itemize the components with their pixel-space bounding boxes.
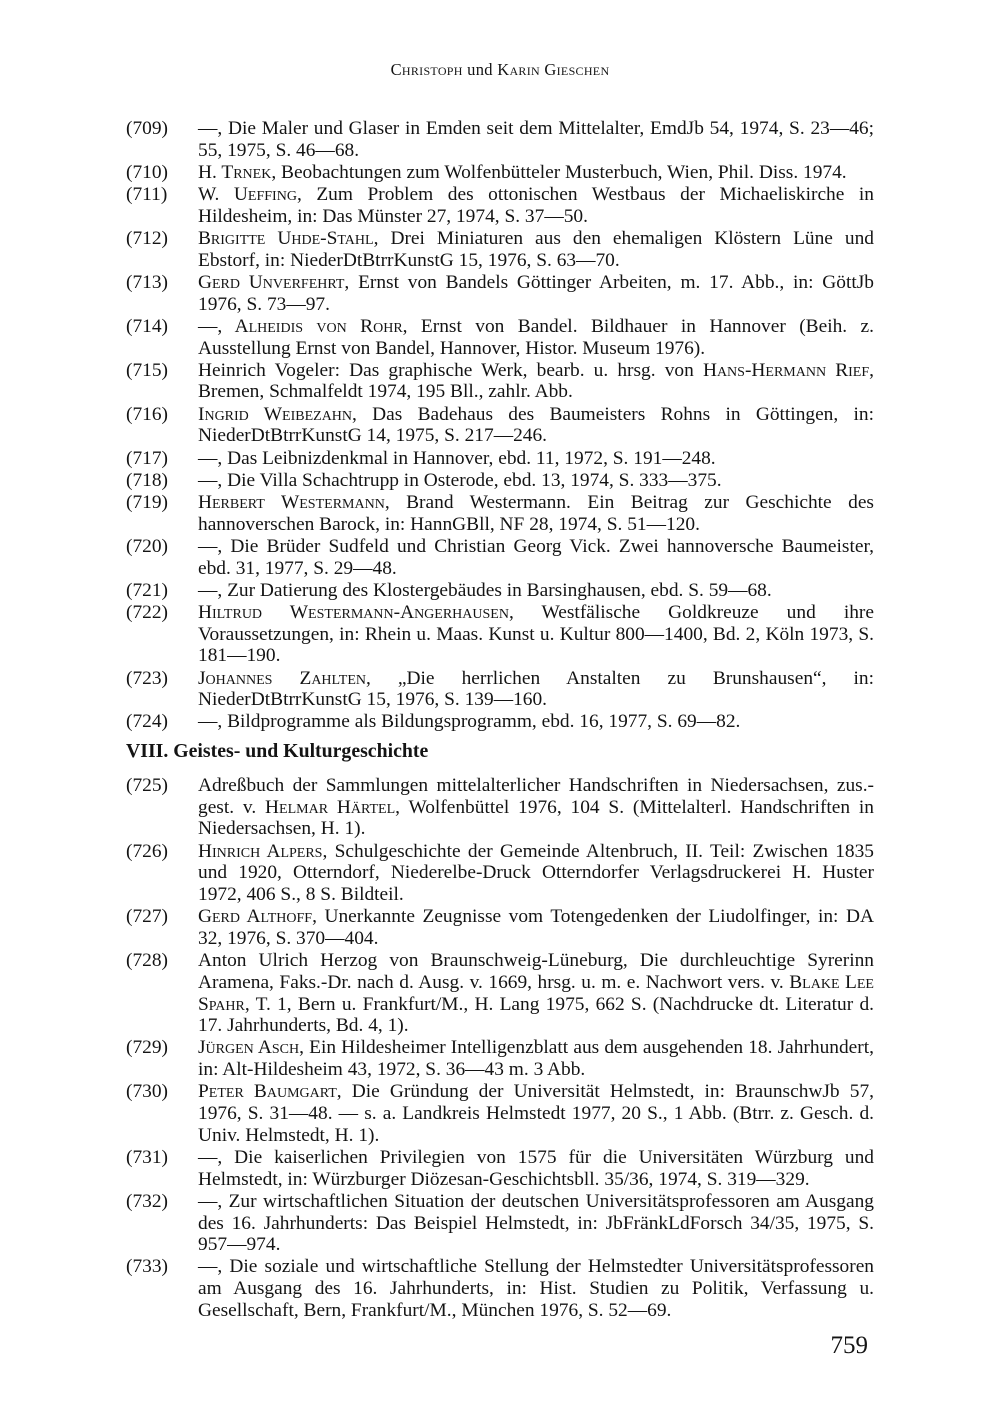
entry-number: (717) xyxy=(126,447,169,469)
entry-number: (714) xyxy=(126,315,169,337)
page-number: 759 xyxy=(830,1332,868,1359)
bibliography-list-art xyxy=(126,118,874,734)
entry-number: (722) xyxy=(126,601,169,623)
entry-text: —, Das Leibnizdenkmal in Hannover, ebd. 11, 1972, S. 191—248. xyxy=(198,447,716,469)
entry-text: , Westfälische Goldkreuze und ihre Voraussetzungen, in: Rhein u. Maas. Kunst u. Kultur 800—1400, Bd. 2, Köln 1973, S. 181—190. xyxy=(198,601,874,667)
entry-author: Gerd Unverfehrt xyxy=(198,271,345,293)
running-head-name-3: Gieschen xyxy=(540,60,610,79)
entry-author: H. Trnek xyxy=(198,161,272,183)
entry-author: —, Alheidis von Rohr xyxy=(198,315,403,337)
entry-number: (727) xyxy=(126,906,169,928)
entry-text: , Ernst von Bandel. Bildhauer in Hannover (Beih. z. Ausstellung Ernst von Bandel, Hannover, Histor. Museum 1976). xyxy=(198,315,874,359)
entry-number: (715) xyxy=(126,359,169,381)
entry-author: Herbert Westermann xyxy=(198,491,385,513)
entry-text: —, Die Brüder Sudfeld und Christian Georg Vick. Zwei hannoversche Baumeister, ebd. 31, 1977, S. 29—48. xyxy=(198,535,874,579)
entry-author: W. Ueffing xyxy=(198,184,297,206)
entry-number: (731) xyxy=(126,1146,169,1168)
entry-text: Anton Ulrich Herzog von Braunschweig-Lüneburg, Die durchleuchtige Syrerinn Aramena, Faks.-Dr. nach d. Ausg. v. 1669, hrsg. u. m. e. Nachwort vers. v. xyxy=(198,950,874,993)
entry-text: —, Die Villa Schachtrupp in Osterode, ebd. 13, 1974, S. 333—375. xyxy=(198,469,722,491)
bibliography-entry xyxy=(126,1147,874,1190)
entry-number: (716) xyxy=(126,403,169,425)
bibliography-entry xyxy=(126,272,874,315)
entry-number: (724) xyxy=(126,711,169,733)
bibliography-entry xyxy=(126,950,874,1037)
entry-number: (732) xyxy=(126,1190,169,1212)
entry-author: Brigitte Uhde-Stahl xyxy=(198,228,374,250)
entry-text: Adreßbuch der Sammlungen mittelalterlicher Handschriften in Niedersachsen, zus.-gest. v. xyxy=(198,775,874,818)
bibliography-entry xyxy=(126,1081,874,1146)
entry-text: , Unerkannte Zeugnisse vom Totengedenken der Liudolfinger, in: DA 32, 1976, S. 370—404. xyxy=(198,906,874,949)
entry-number: (729) xyxy=(126,1037,169,1059)
bibliography-entry xyxy=(126,1037,874,1080)
bibliography-entry xyxy=(126,492,874,535)
entry-text: , Das Badehaus des Baumeisters Rohns in Göttingen, in: NiederDtBtrrKunstG 14, 1975, S. 217—246. xyxy=(198,403,874,447)
entry-number: (713) xyxy=(126,271,169,293)
bibliography-entry xyxy=(126,1256,874,1321)
bibliography-entry xyxy=(126,711,874,733)
entry-text: , Ernst von Bandels Göttinger Arbeiten, m. 17. Abb., in: GöttJb 1976, S. 73—97. xyxy=(198,271,874,315)
entry-text: , Drei Miniaturen aus den ehemaligen Klöstern Lüne und Ebstorf, in: NiederDtBtrrKunstG 15, 1976, S. 63—70. xyxy=(198,228,874,271)
running-head-name-1: Christoph xyxy=(390,60,463,79)
bibliography-entry xyxy=(126,1191,874,1256)
entry-number: (728) xyxy=(126,950,169,972)
entry-text: , „Die herrlichen Anstalten zu Brunshausen“, in: NiederDtBtrrKunstG 15, 1976, S. 139—160. xyxy=(198,667,874,711)
entry-text: —, Zur Datierung des Klostergebäudes in Barsinghausen, ebd. S. 59—68. xyxy=(198,579,772,601)
entry-number: (721) xyxy=(126,579,169,601)
entry-number: (726) xyxy=(126,840,169,862)
bibliography-entry xyxy=(126,470,874,492)
entry-number: (723) xyxy=(126,667,169,689)
bibliography-entry xyxy=(126,184,874,227)
entry-author: Jürgen Asch xyxy=(198,1037,300,1059)
bibliography-entry xyxy=(126,906,874,949)
bibliography-entry xyxy=(126,668,874,711)
entry-text: , Schulgeschichte der Gemeinde Altenbruch, II. Teil: Zwischen 1835 und 1920, Otterndorf, Niederelbe-Druck Otterndorfer Verlagsdruckerei H. Huster 1972, 406 S., 8 S. Bildteil. xyxy=(198,840,874,906)
bibliography-entry xyxy=(126,841,874,906)
bibliography-entry xyxy=(126,775,874,840)
entry-text: , Beobachtungen zum Wolfenbütteler Musterbuch, Wien, Phil. Diss. 1974. xyxy=(271,161,847,183)
entry-text-cont: , T. 1, Bern u. Frankfurt/M., H. Lang 1975, 662 S. (Nachdrucke dt. Literatur d. 17. Jahrhunderts, Bd. 4, 1). xyxy=(198,993,874,1037)
entry-number: (730) xyxy=(126,1081,169,1103)
section-heading: VIII. Geistes- und Kulturgeschichte xyxy=(126,740,429,762)
entry-text: , Die Gründung der Universität Helmstedt, in: BraunschwJb 57, 1976, S. 31—48. — s. a. Landkreis Helmstedt 1977, 20 S., 1 Abb. (Btrr. z. Gesch. d. Univ. Helmstedt, H. 1). xyxy=(198,1081,875,1146)
entry-text: —, Die soziale und wirtschaftliche Stellung der Helmstedter Universitätsprofessoren am Ausgang des 16. Jahrhunderts, in: Hist. Studien zu Politik, Verfassung u. Gesellschaft, Bern, Frankfurt/M., München 1976, S. 52—69. xyxy=(198,1256,874,1321)
entry-text: —, Die Maler und Glaser in Emden seit dem Mittelalter, EmdJb 54, 1974, S. 23—46; 55, 1975, S. 46—68. xyxy=(198,118,874,161)
entry-text: , Ein Hildesheimer Intelligenzblatt aus dem ausgehenden 18. Jahrhundert, in: Alt-Hildesheim 43, 1972, S. 36—43 m. 3 Abb. xyxy=(198,1037,874,1081)
bibliography-entry xyxy=(126,580,874,602)
entry-number: (720) xyxy=(126,535,169,557)
entry-author: Hinrich Alpers xyxy=(198,840,323,862)
entry-author: Johannes Zahlten xyxy=(198,667,367,689)
entry-text: —, Die kaiserlichen Privilegien von 1575 für die Universitäten Würzburg und Helmstedt, in: Würzburger Diözesan-Geschichtsbll. 35/36, 1974, S. 319—329. xyxy=(198,1146,874,1190)
bibliography-entry xyxy=(126,316,874,359)
entry-text: Heinrich Vogeler: Das graphische Werk, bearb. u. hrsg. von xyxy=(198,359,703,381)
bibliography-entry xyxy=(126,162,874,184)
entry-number: (711) xyxy=(126,184,168,206)
entry-number: (733) xyxy=(126,1256,169,1278)
bibliography-entry xyxy=(126,448,874,470)
entry-text: , Brand Westermann. Ein Beitrag zur Geschichte des hannoverschen Barock, in: HannGBll, NF 28, 1974, S. 51—120. xyxy=(198,491,874,535)
entry-author: Gerd Althoff xyxy=(198,906,313,928)
entry-number: (710) xyxy=(126,161,169,183)
entry-text: , Zum Problem des ottonischen Westbaus der Michaeliskirche in Hildesheim, in: Das Münster 27, 1974, S. 37—50. xyxy=(198,184,874,227)
entry-text: —, Bildprogramme als Bildungsprogramm, ebd. 16, 1977, S. 69—82. xyxy=(198,711,741,733)
entry-number: (725) xyxy=(126,775,169,796)
entry-number: (718) xyxy=(126,469,169,491)
entry-text-cont: , Bremen, Schmalfeldt 1974, 195 Bll., zahlr. Abb. xyxy=(198,359,875,403)
bibliography-entry xyxy=(126,536,874,579)
entry-number: (719) xyxy=(126,491,169,513)
running-head xyxy=(0,60,1000,80)
entry-editor: Helmar Härtel xyxy=(265,796,396,818)
bibliography-entry xyxy=(126,404,874,447)
entry-text-cont: , Wolfenbüttel 1976, 104 S. (Mittelalterl. Handschriften in Niedersachsen, H. 1). xyxy=(198,796,875,840)
bibliography-list-culture xyxy=(126,775,874,1322)
bibliography-entry xyxy=(126,118,874,161)
entry-author: Ingrid Weibezahn xyxy=(198,403,353,425)
bibliography-entry xyxy=(126,602,874,667)
entry-number: (709) xyxy=(126,118,169,139)
entry-number: (712) xyxy=(126,228,169,250)
entry-author: Peter Baumgart xyxy=(198,1081,337,1103)
running-head-conj: und xyxy=(462,60,498,79)
entry-text: —, Zur wirtschaftlichen Situation der deutschen Universitätsprofessoren am Ausgang des 16. Jahrhunderts: Das Beispiel Helmstedt, in: JbFränkLdForsch 34/35, 1975, S. 957—974. xyxy=(198,1190,874,1256)
entry-author: Hiltrud Westermann-Angerhausen xyxy=(198,601,509,623)
running-head-name-2: Karin xyxy=(497,60,540,79)
entry-editor: Blake Lee Spahr xyxy=(198,971,874,1015)
entry-editor: Hans-Hermann Rief xyxy=(702,359,870,381)
bibliography-entry xyxy=(126,360,874,403)
bibliography-entry xyxy=(126,228,874,271)
